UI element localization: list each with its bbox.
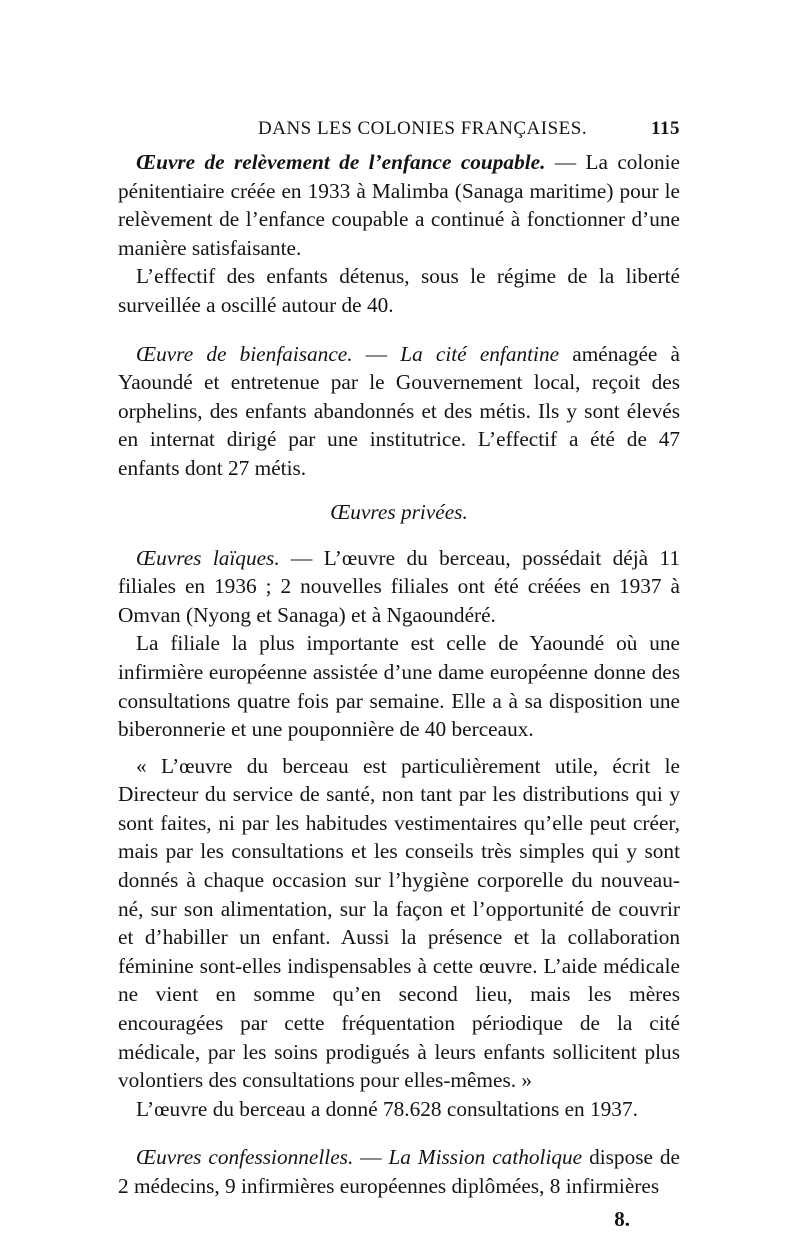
paragraph-emphasis: La cité enfantine: [400, 341, 560, 366]
section-heading: Œuvres privées.: [330, 499, 468, 524]
paragraph-emphasis: La Mission catholique: [388, 1145, 583, 1170]
paragraph-dash: —: [352, 341, 401, 366]
paragraph-bienfaisance: [118, 340, 680, 483]
paragraph-lead: Œuvre de relèvement de l’enfance coupable.: [136, 150, 546, 174]
running-head: [118, 118, 680, 140]
paragraph-text: L’œuvre du berceau a donné 78.628 consultations en 1937.: [136, 1096, 638, 1121]
paragraph-lead: Œuvres laïques.: [136, 545, 280, 570]
paragraph-text: — L’œuvre du berceau, possédait déjà 11 filiales en 1936 ; 2 nouvelles filiales ont été créées en 1937 à Omvan (Nyong et Sanaga) et à Ngaoundéré.: [118, 545, 681, 627]
paragraph-text: L’effectif des enfants détenus, sous le régime de la liberté surveillée a oscillé autour de 40.: [118, 264, 680, 317]
paragraph-text: — La colonie pénitentiaire créée en 1933 à Malimba (Sanaga maritime) pour le relèvement de l’enfance coupable a continué à fonctionner d’une manière satisfaisante.: [118, 150, 681, 260]
paragraph-text: aménagée à Yaoundé et entretenue par le Gouvernement local, reçoit des orphelins, des enfants abandonnés et des métis. Ils y sont élevés en internat dirigé par une institutrice. L’effectif a été de 47 enfants dont 27 métis.: [118, 341, 681, 480]
paragraph-lead: Œuvre de bienfaisance.: [136, 341, 353, 366]
page: [118, 118, 680, 1232]
paragraph-quotation: [118, 752, 680, 1095]
paragraph-laiques: [118, 544, 680, 630]
paragraph-text: La filiale la plus importante est celle de Yaoundé où une infirmière européenne assistée d’une dame européenne donne des consultations quatre fois par semaine. Elle a à sa disposition une biberonnerie et une pouponnière de 40 berceaux.: [118, 631, 680, 742]
paragraph-consultations: [118, 1095, 680, 1124]
paragraph-filiale: [118, 629, 680, 743]
paragraph-confessionnelles: [118, 1143, 680, 1200]
paragraph-dash: —: [353, 1145, 389, 1170]
paragraph-effectif: [118, 262, 680, 319]
signature-mark: 8.: [614, 1206, 630, 1231]
paragraph-lead: Œuvres confessionnelles.: [136, 1145, 354, 1170]
paragraph-text: dispose de 2 médecins, 9 infirmières européennes diplômées, 8 infirmières: [118, 1145, 680, 1198]
page-number: 115: [651, 118, 680, 139]
paragraph-relevement: [118, 148, 680, 262]
paragraph-text: « L’œuvre du berceau est particulièrement utile, écrit le Directeur du service de santé, non tant par les distributions qui y sont faites, ni par les habitudes vestimentaires qu’elle peut créer, mais par les consultations et les conseils très simples qui y sont donnés à chaque occasion sur l’hygiène corporelle du nouveau-né, sur son alimentation, sur la façon et l’opportunité de couvrir et d’habiller un enfant. Aussi la présence et la collaboration féminine sont-elles indispensables à cette œuvre. L’aide médicale ne vient en somme qu’en second lieu, mais les mères encouragées par cette fréquentation périodique de la cité médicale, par les soins prodigués à leurs enfants sollicitent plus volontiers des consultations pour elles-mêmes. »: [118, 753, 680, 1093]
running-title: DANS LES COLONIES FRANÇAISES.: [258, 118, 588, 139]
